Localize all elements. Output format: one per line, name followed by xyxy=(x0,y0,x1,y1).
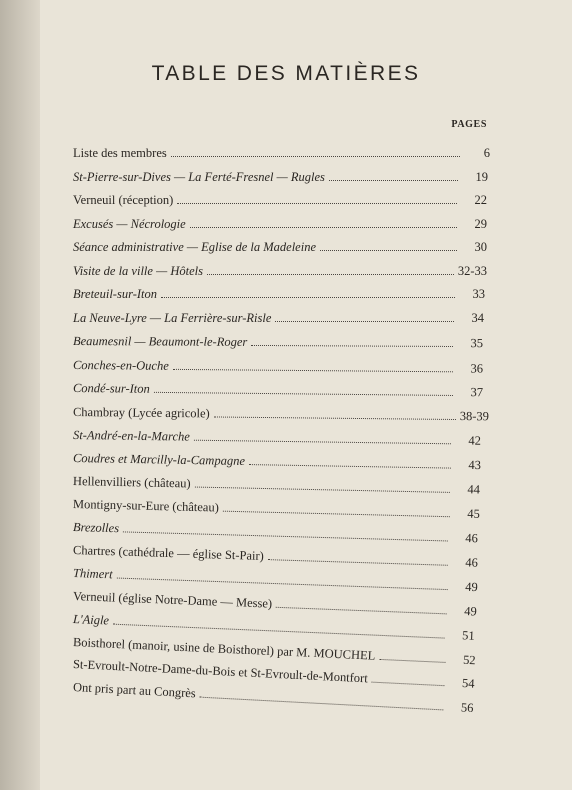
dot-leader xyxy=(223,511,450,518)
dot-leader xyxy=(194,440,451,445)
toc-entry-title: Chambray (Lycée agricole) xyxy=(72,405,210,421)
dot-leader xyxy=(379,659,445,663)
toc-entry-page: 36 xyxy=(470,361,484,376)
dot-leader xyxy=(329,180,458,181)
toc-entry-page: 30 xyxy=(474,240,487,254)
dot-leader xyxy=(171,156,460,157)
toc-entry-page: 46 xyxy=(465,555,479,570)
dot-leader xyxy=(276,607,447,615)
toc-entry-page: 38-39 xyxy=(459,409,490,424)
toc-entry-title: Beaumesnil — Beaumont-le-Roger xyxy=(72,334,248,349)
toc-entry xyxy=(73,358,483,377)
toc-entry-title: La Neuve-Lyre — La Ferrière-sur-Risle xyxy=(73,311,272,325)
toc-entry-title: Séance administrative — Eglise de la Madeleine xyxy=(73,240,316,254)
dot-leader xyxy=(161,297,455,298)
dot-leader xyxy=(190,227,457,228)
toc-entry-page: 44 xyxy=(467,482,481,497)
toc-entry xyxy=(73,405,489,424)
toc-entry xyxy=(73,334,483,351)
toc-entry-title: Chartres (cathédrale — église St-Pair) xyxy=(72,543,265,563)
toc-entry-title: Verneuil (église Notre-Dame — Messe) xyxy=(72,589,273,611)
toc-entry-title: St-Evroult-Notre-Dame-du-Bois et St-Evroult-de-Montfort xyxy=(72,657,369,686)
toc-entry xyxy=(73,543,478,571)
toc-entry-page: 37 xyxy=(470,385,484,400)
toc-entry-title: Excusés — Nécrologie xyxy=(73,217,186,231)
toc-entry xyxy=(73,474,480,498)
toc-entry-page: 54 xyxy=(461,676,475,691)
toc-entry-page: 49 xyxy=(463,604,477,619)
toc-entry-page: 52 xyxy=(462,652,476,668)
dot-leader xyxy=(275,321,454,322)
toc-entry xyxy=(73,146,490,161)
toc-entry xyxy=(73,381,483,400)
toc-entry-title: St-Pierre-sur-Dives — La Ferté-Fresnel — Rugles xyxy=(73,170,325,184)
dot-leader xyxy=(251,345,453,347)
toc-entry xyxy=(73,451,481,473)
toc-entry-title: Ont pris part au Congrès xyxy=(72,680,197,701)
toc-entry-page: 6 xyxy=(483,146,490,160)
toc-entry-title: L'Aigle xyxy=(72,612,110,628)
dot-leader xyxy=(116,578,447,591)
toc-entry xyxy=(73,287,485,302)
dot-leader xyxy=(177,203,457,204)
page-title: TABLE DES MATIÈRES xyxy=(151,62,421,85)
toc-entry xyxy=(73,240,487,255)
toc-entry-title: Boisthorel (manoir, usine de Boisthorel) par M. MOUCHEL xyxy=(72,635,376,663)
dot-leader xyxy=(320,250,457,251)
toc-entry-title: Conches-en-Ouche xyxy=(72,358,169,373)
dot-leader xyxy=(113,624,445,639)
dot-leader xyxy=(249,464,451,469)
toc-entry-title: Coudres et Marcilly-la-Campagne xyxy=(72,451,246,469)
dot-leader xyxy=(173,369,453,372)
toc-entry xyxy=(73,520,478,546)
toc-entry-title: St-André-en-la-Marche xyxy=(72,428,190,444)
toc-entry-page: 19 xyxy=(475,170,488,184)
toc-entry-title: Brezolles xyxy=(72,520,120,536)
toc-entry-page: 56 xyxy=(460,700,474,715)
toc-entry-title: Liste des membres xyxy=(73,146,167,160)
dot-leader xyxy=(207,274,454,275)
toc-entry xyxy=(73,497,480,522)
toc-entry-title: Montigny-sur-Eure (château) xyxy=(72,497,220,515)
toc-entry-title: Breteuil-sur-Iton xyxy=(73,287,157,301)
toc-entry-title: Hellenvilliers (château) xyxy=(72,474,191,491)
toc-entry-page: 34 xyxy=(471,311,484,325)
dot-leader xyxy=(200,697,444,711)
toc-entry-page: 35 xyxy=(470,336,484,351)
toc-entry xyxy=(73,428,481,449)
toc-entry xyxy=(73,311,484,326)
toc-entry xyxy=(73,193,487,208)
toc-entry-page: 45 xyxy=(467,506,481,521)
toc-entry-page: 33 xyxy=(472,287,485,301)
toc-entry-page: 29 xyxy=(474,217,487,231)
toc-entry-page: 22 xyxy=(474,193,487,207)
toc-entry-title: Visite de la ville — Hôtels xyxy=(73,264,203,278)
toc-entry-page: 49 xyxy=(465,579,479,595)
dot-leader xyxy=(123,531,448,541)
toc-entry-page: 46 xyxy=(465,530,479,546)
dot-leader xyxy=(154,392,453,396)
dot-leader xyxy=(195,487,450,493)
toc-entry-page: 43 xyxy=(468,457,482,473)
dot-leader xyxy=(214,416,456,420)
toc-entry xyxy=(73,170,488,185)
toc-entry-title: Thimert xyxy=(72,566,113,582)
toc-entry-title: Verneuil (réception) xyxy=(73,193,174,207)
toc-entry-title: Condé-sur-Iton xyxy=(72,381,150,396)
dot-leader xyxy=(372,682,445,687)
toc-entry xyxy=(73,217,487,232)
toc-entry-page: 32-33 xyxy=(457,264,487,278)
pages-column-header: PAGES xyxy=(451,119,487,130)
toc-entry-page: 51 xyxy=(461,628,475,643)
toc-entry-page: 42 xyxy=(468,433,482,448)
dot-leader xyxy=(268,559,448,566)
toc-entry xyxy=(73,264,487,279)
